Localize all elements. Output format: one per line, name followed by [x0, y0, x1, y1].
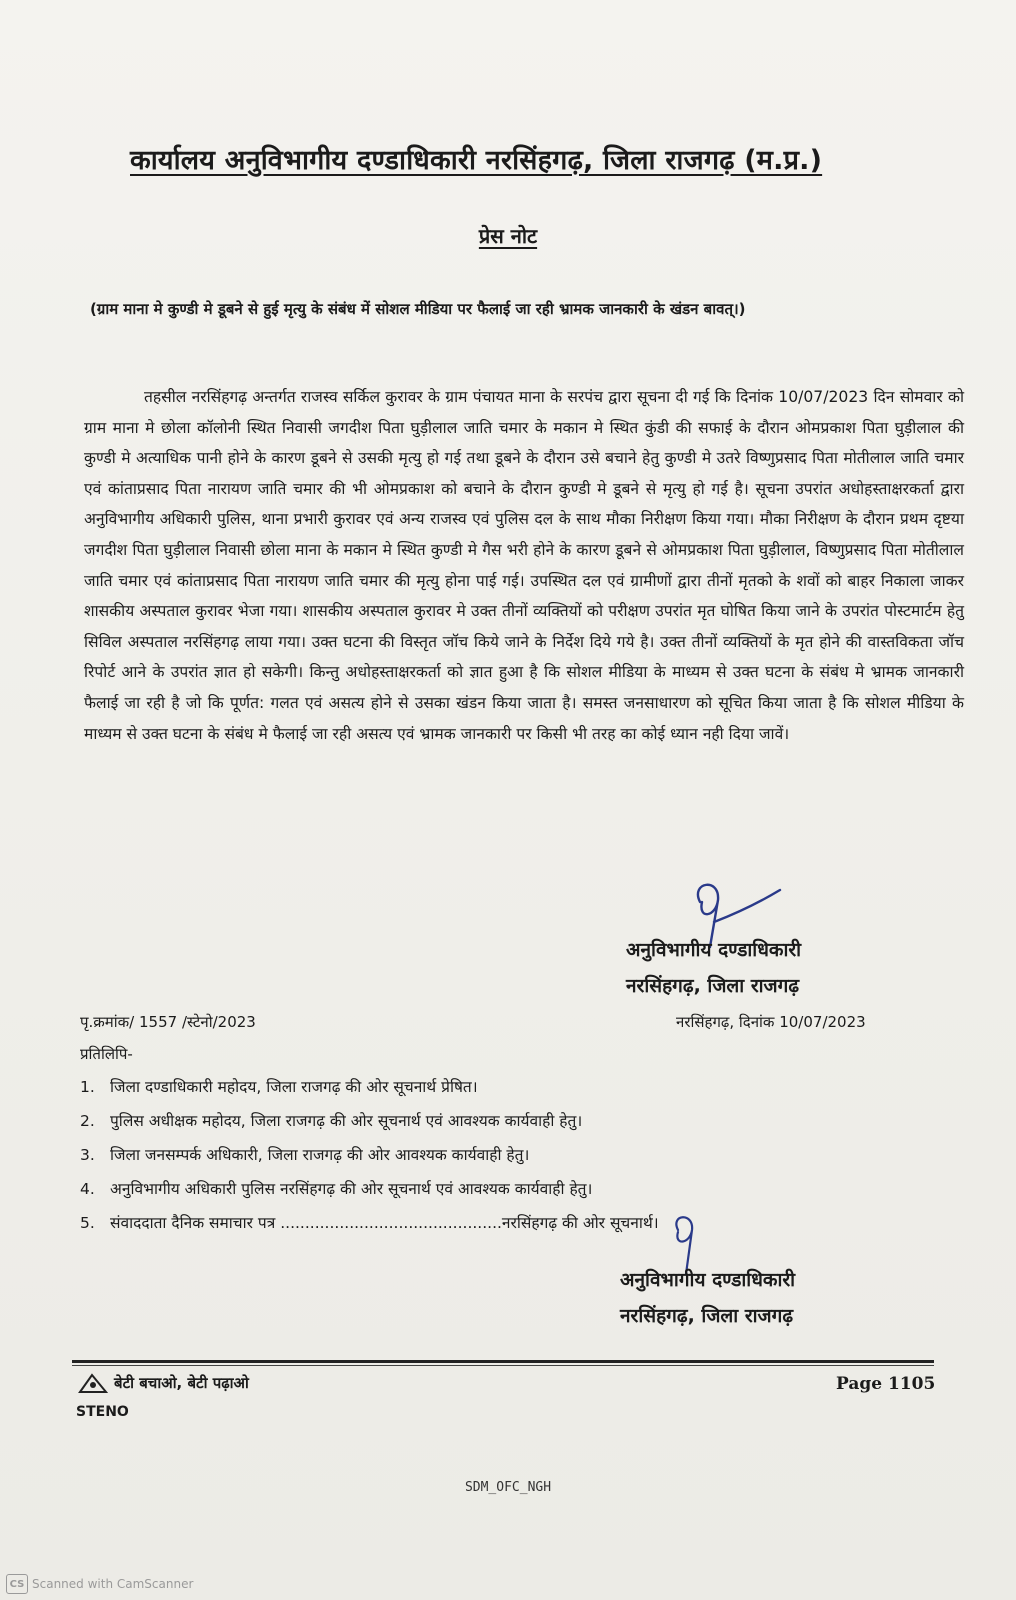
signature-block-bottom — [620, 1262, 795, 1334]
list-item: 2. पुलिस अधीक्षक महोदय, जिला राजगढ़ की ओर सूचनार्थ एवं आवश्यक कार्यवाही हेतु। — [80, 1112, 583, 1130]
footer-divider — [72, 1360, 934, 1363]
signatory-place: नरसिंहगढ़, जिला राजगढ़ — [620, 1305, 794, 1327]
reference-number: पृ.क्रमांक/ 1557 /स्टेनो/2023 — [80, 1013, 256, 1031]
beti-bachao-logo-icon — [78, 1372, 108, 1394]
signatory-place: नरसिंहगढ़, जिला राजगढ़ — [626, 975, 800, 997]
scanner-watermark: CS Scanned with CamScanner — [6, 1574, 193, 1594]
page-number: Page 1105 — [836, 1374, 936, 1394]
signatory-title: अनुविभागीय दण्डाधिकारी — [620, 1269, 796, 1291]
office-heading: कार्यालय अनुविभागीय दण्डाधिकारी नरसिंहगढ़, जिला राजगढ़ (म.प्र.) — [130, 145, 823, 176]
office-code: SDM_OFC_NGH — [464, 1480, 552, 1495]
steno-label: STENO — [76, 1404, 129, 1420]
subject-line: (ग्राम माना मे कुण्डी मे डूबने से हुई मृत्यु के संबंध में सोशल मीडिया पर फैलाई जा रही भ्रामक जानकारी के खंडन बावत्।) — [90, 300, 746, 318]
press-note-title: प्रेस नोट — [478, 224, 538, 248]
footer-divider-thin — [72, 1365, 934, 1366]
signatory-title: अनुविभागीय दण्डाधिकारी — [626, 939, 802, 961]
body-paragraph: तहसील नरसिंहगढ़ अन्तर्गत राजस्व सर्किल कुरावर के ग्राम पंचायत माना के सरपंच द्वारा सूचना दी गई कि दिनांक 10/07/2023 दिन सोमवार को ग्राम माना मे छोला कॉलोनी स्थित निवासी जगदीश पिता घुड़ीलाल जाति चमार के मकान मे स्थित कुंडी की सफाई के दौरान ओमप्रकाश पिता घुड़ीलाल की कुण्डी मे अत्याधिक पानी होने के कारण डूबने से उसकी मृत्यु हो गई तथा डूबने के दौरान उसे बचाने हेतु कुण्डी मे उतरे विष्णुप्रसाद पिता मोतीलाल जाति चमार एवं कांताप्रसाद पिता नारायण जाति चमार की भी ओमप्रकाश को बचाने के दौरान कुण्डी मे डूबने से मृत्यु हो गई है। सूचना उपरांत अधोहस्ताक्षरकर्ता द्वारा अनुविभागीय अधिकारी पुलिस, थाना प्रभारी कुरावर एवं अन्य राजस्व एवं पुलिस दल के साथ मौका निरीक्षण किया गया। मौका निरीक्षण के दौरान प्रथम दृष्टया जगदीश पिता घुड़ीलाल निवासी छोला माना के मकान मे स्थित कुण्डी मे गैस भरी होने के कारण डूबने से ओमप्रकाश पिता घुड़ीलाल, विष्णुप्रसाद पिता मोतीलाल जाति चमार एवं कांताप्रसाद पिता नारायण जाति चमार की मृत्यु होना पाई गई। उपस्थित दल एवं ग्रामीणों द्वारा तीनों मृतको के शवों को बाहर निकाला जाकर शासकीय अस्पताल कुरावर भेजा गया। शासकीय अस्पताल कुरावर मे उक्त तीनों व्यक्तियों को परीक्षण उपरांत मृत घोषित किया जाने के उपरांत पोस्टमार्टम हेतु सिविल अस्पताल नरसिंहगढ़ लाया गया। उक्त घटना की विस्तृत जॉच किये जाने के निर्देश दिये गये है। उक्त तीनों व्यक्तियों के मृत होने की वास्तविकता जॉच रिपोर्ट आने के उपरांत ज्ञात हो सकेगी। किन्तु अधोहस्ताक्षरकर्ता को ज्ञात हुआ है कि सोशल मीडिया के माध्यम से उक्त घटना के संबंध मे भ्रामक जानकारी फैलाई जा रही है जो कि पूर्णत: गलत एवं असत्य होने से उसका खंडन किया जाता है। समस्त जनसाधारण को सूचित किया जाता है कि सोशल मीडिया के माध्यम से उक्त घटना के संबंध मे फैलाई जा रही असत्य एवं भ्रामक जानकारी पर किसी भी तरह का कोई ध्यान नही दिया जावें। — [84, 388, 964, 743]
camscanner-icon: CS — [6, 1574, 28, 1594]
list-item: 1. जिला दण्डाधिकारी महोदय, जिला राजगढ़ की ओर सूचनार्थ प्रेषित। — [80, 1078, 478, 1096]
reference-date: नरसिंहगढ़, दिनांक 10/07/2023 — [676, 1013, 866, 1031]
list-item: 3. जिला जनसम्पर्क अधिकारी, जिला राजगढ़ की ओर आवश्यक कार्यवाही हेतु। — [80, 1146, 530, 1164]
list-item: 4. अनुविभागीय अधिकारी पुलिस नरसिंहगढ़ की ओर सूचनार्थ एवं आवश्यक कार्यवाही हेतु। — [80, 1180, 593, 1198]
signature-block-top — [626, 932, 801, 1004]
footer-slogan: बेटी बचाओ, बेटी पढ़ाओ — [78, 1372, 249, 1394]
copy-to-label: प्रतिलिपि- — [80, 1045, 133, 1063]
list-item: 5. संवाददाता दैनिक समाचार पत्र .............................................नरसिंहगढ़ की ओर सूचनार्थ। — [80, 1214, 659, 1232]
copy-to-list — [80, 1070, 659, 1240]
